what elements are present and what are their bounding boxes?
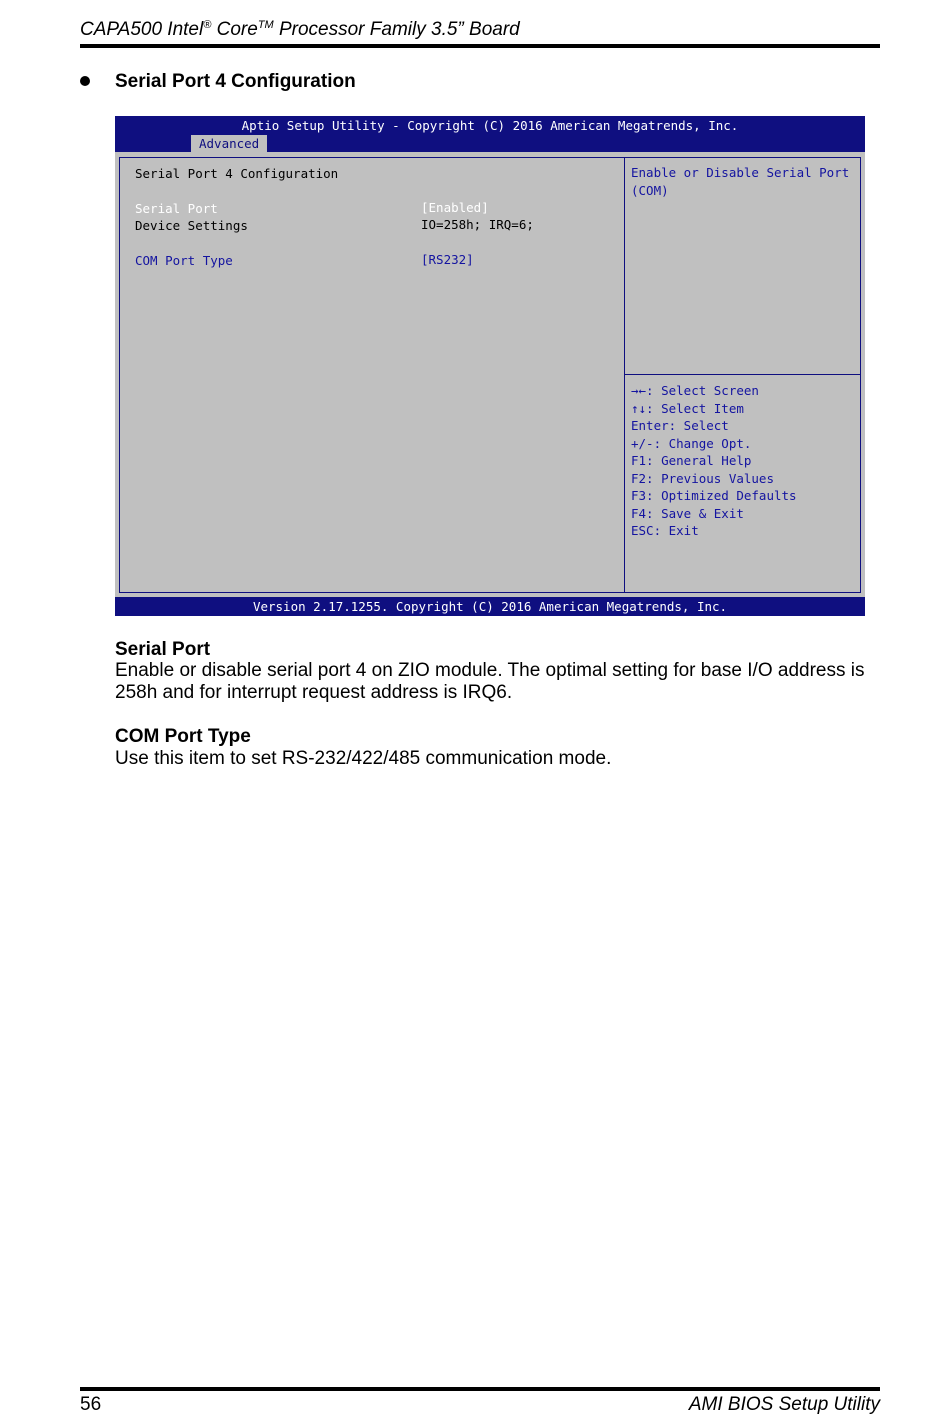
device-settings-value: IO=258h; IRQ=6; xyxy=(421,217,534,232)
trademark-mark: TM xyxy=(257,19,274,31)
header-text: CAPA500 Intel xyxy=(80,19,204,40)
bios-title: Aptio Setup Utility - Copyright (C) 2016 American Megatrends, Inc. xyxy=(241,118,739,133)
document-header xyxy=(80,18,880,42)
serial-port-value[interactable]: [Enabled] xyxy=(421,200,489,215)
bios-page-heading: Serial Port 4 Configuration xyxy=(135,166,339,181)
bios-title-bar xyxy=(115,116,865,152)
header-rule xyxy=(80,44,880,48)
serial-port-heading: Serial Port xyxy=(115,639,211,660)
bios-screenshot xyxy=(115,116,865,616)
help-text: Enable or Disable Serial Port (COM) xyxy=(631,165,850,198)
header-text: Core xyxy=(211,19,258,40)
registered-mark: ® xyxy=(203,19,212,31)
header-text: Processor Family 3.5” Board xyxy=(273,19,520,40)
key-help-item: F4: Save & Exit xyxy=(631,505,744,521)
key-help-item: ↑↓: Select Item xyxy=(631,400,744,416)
section-title: Serial Port 4 Configuration xyxy=(115,71,356,92)
key-help-item: F2: Previous Values xyxy=(631,470,774,486)
serial-port-description: Enable or disable serial port 4 on ZIO module. The optimal setting for base I/O address is 258h and for interrupt request address is IRQ6. xyxy=(115,660,865,703)
bios-version-bar: Version 2.17.1255. Copyright (C) 2016 American Megatrends, Inc. xyxy=(115,597,865,616)
key-help-item: +/-: Change Opt. xyxy=(631,435,752,451)
tab-advanced[interactable]: Advanced xyxy=(191,135,267,152)
key-help-list xyxy=(631,382,797,540)
footer-title: AMI BIOS Setup Utility xyxy=(688,1394,880,1415)
serial-port-item[interactable]: Serial Port xyxy=(135,201,218,216)
key-help-item: Enter: Select xyxy=(631,418,729,433)
device-settings-label: Device Settings xyxy=(135,218,248,233)
com-port-type-value[interactable]: [RS232] xyxy=(421,252,474,267)
key-help-item: F1: General Help xyxy=(631,453,752,468)
key-help-item: F3: Optimized Defaults xyxy=(631,488,797,503)
bios-divider xyxy=(625,374,860,375)
com-port-type-item[interactable]: COM Port Type xyxy=(135,253,233,268)
com-port-type-heading: COM Port Type xyxy=(115,726,251,747)
com-port-type-description: Use this item to set RS-232/422/485 communication mode. xyxy=(115,748,612,769)
key-help-item: ESC: Exit xyxy=(631,523,699,538)
footer-rule xyxy=(80,1387,880,1391)
bios-divider xyxy=(624,157,625,593)
page-number: 56 xyxy=(80,1394,102,1415)
bullet-icon xyxy=(80,76,90,86)
key-help-item: →←: Select Screen xyxy=(631,383,759,398)
